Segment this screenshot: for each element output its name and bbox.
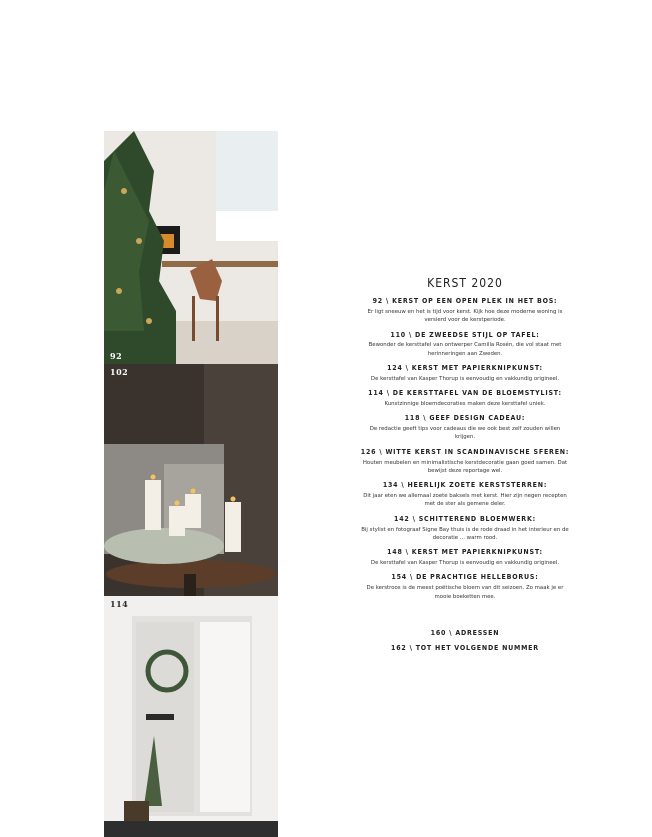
toc-entry [360,414,570,442]
toc-entry-heading [360,629,570,638]
toc-entry-title: DE KERSTTAFEL VAN DE BLOEMSTYLIST: [392,389,562,398]
table-of-contents [360,276,570,658]
toc-entry [360,629,570,638]
toc-entry-heading [360,297,570,306]
toc-title: KERST 2020 [427,276,503,290]
toc-page-number: 160 [430,628,447,637]
toc-entry [360,331,570,359]
toc-page-number: 148 [387,548,403,557]
photo-living-room [104,131,278,364]
toc-entry-heading [360,389,570,398]
toc-page-number: 126 [360,447,377,456]
toc-entry [360,448,570,476]
toc-entry-title: KERST OP EEN OPEN PLEK IN HET BOS: [392,297,558,305]
toc-entry [360,573,570,601]
toc-entry-description: Kunstzinnige bloemdecoraties maken deze kersttafel uniek. [384,400,546,407]
toc-separator: \ [401,481,405,490]
toc-entry-title: KERST MET PAPIERKNIPKUNST: [411,364,543,372]
toc-entry-title: SCHITTEREND BLOEMWERK: [418,514,536,523]
toc-entry-title: ADRESSEN [455,628,500,637]
toc-separator: \ [409,573,414,582]
toc-entry [360,481,570,509]
toc-page-number: 162 [391,643,407,652]
toc-page-number: 118 [404,414,421,423]
toc-extra-entries [360,629,570,653]
toc-separator: \ [385,297,390,305]
toc-separator: \ [405,548,409,557]
toc-page-number: 124 [387,364,403,372]
toc-separator: \ [408,330,413,339]
toc-entry-description: Houten meubelen en minimalistische kerstdecoratie gaan goed samen. Dat bewijst deze reportage wel. [362,459,568,474]
toc-entry-title: WITTE KERST IN SCANDINAVISCHE SFEREN: [385,447,570,456]
toc-entry-description: Dit jaar eten we allemaal zoete baksels met kerst. Hier zijn negen recepten met de ster als gemene deler. [363,493,567,508]
toc-entry-description: De kersttafel van Kasper Thorup is eenvoudig en vakkundig origineel. [370,560,560,566]
toc-page-number: 92 [372,297,383,305]
toc-separator: \ [405,364,409,372]
toc-separator: \ [379,447,383,456]
toc-page-number: 114 [368,389,384,398]
toc-entry-title: GEEF DESIGN CADEAU: [429,414,526,423]
photo-candles [104,364,278,596]
toc-entry [360,389,570,408]
toc-separator: \ [449,628,453,637]
toc-page-number: 154 [391,573,407,582]
toc-separator: \ [386,389,390,398]
toc-entry-heading [360,644,570,653]
toc-entry [360,297,570,325]
toc-entry [360,515,570,543]
toc-entry [360,644,570,653]
toc-entry-heading [360,364,570,373]
toc-entry-heading [360,515,570,524]
toc-page-number: 142 [394,514,410,523]
toc-entry [360,364,570,383]
toc-separator: \ [409,643,413,652]
toc-entry-title: HEERLIJK ZOETE KERSTSTERREN: [407,481,548,490]
toc-entry-heading [360,414,570,423]
photo-page-number: 114 [110,599,129,609]
photo-page-number: 92 [110,351,123,361]
toc-entry-title: TOT HET VOLGENDE NUMMER [415,643,539,652]
toc-separator: \ [423,414,427,423]
toc-entry-description: Bij stylist en fotograaf Signe Bay thuis is de rode draad in het interieur en de decoratie ... warm rood. [361,526,569,541]
toc-entry-heading [360,573,570,582]
toc-entry [360,548,570,567]
toc-entry-title: KERST MET PAPIERKNIPKUNST: [411,548,543,557]
toc-entry-title: DE PRACHTIGE HELLEBORUS: [416,573,539,582]
toc-entry-heading [360,548,570,557]
photo-doorway [104,596,278,837]
toc-entry-description: De redactie geeft tips voor cadeaus die we ook best zelf zouden willen krijgen. [369,426,561,441]
toc-page-number: 110 [390,330,406,339]
toc-entry-description: De kerstroos is de meest poëtische bloem van dit seizoen. Zo maak je er mooie boeketten mee. [366,585,564,600]
toc-entry-heading [360,448,570,457]
toc-page-number: 134 [382,481,399,490]
photo-page-number: 102 [110,367,129,377]
toc-entry-title: DE ZWEEDSE STIJL OP TAFEL: [415,330,540,339]
toc-separator: \ [412,514,416,523]
toc-entries [360,297,570,601]
toc-entry-heading [360,331,570,340]
toc-entry-description: Bewonder de kersttafel van ontwerper Camilla Rosén, die vol staat met herinneringen aan Zweden. [368,342,562,357]
toc-entry-description: De kersttafel van Kasper Thorup is eenvoudig en vakkundig origineel. [370,375,560,382]
toc-entry-description: Er ligt sneeuw en het is tijd voor kerst. Kijk hoe deze moderne woning is versierd voor de kerstperiode. [367,308,563,324]
toc-entry-heading [360,481,570,490]
toc-spacer [360,607,570,629]
